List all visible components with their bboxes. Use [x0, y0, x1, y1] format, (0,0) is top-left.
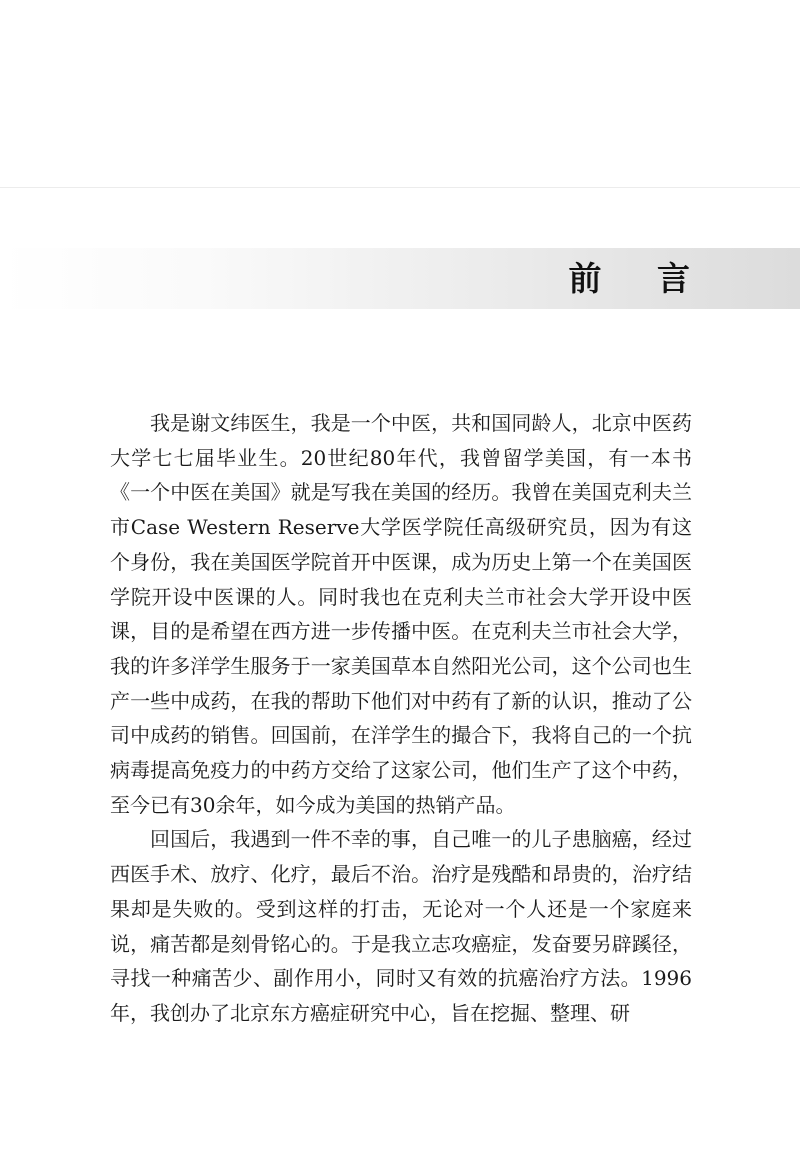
- header-divider: [0, 187, 800, 188]
- paragraph: 回国后，我遇到一件不幸的事，自己唯一的儿子患脑癌，经过西医手术、放疗、化疗，最后不治。治疗是残酷和昂贵的，治疗结果却是失败的。受到这样的打击，无论对一个人还是一个家庭来说，痛苦都是刻骨铭心的。于是我立志攻癌症，发奋要另辟蹊径，寻找一种痛苦少、副作用小，同时又有效的抗癌治疗方法。1996年，我创办了北京东方癌症研究中心，旨在挖掘、整理、研: [110, 827, 692, 1025]
- body-text: [110, 406, 692, 1031]
- paragraph: 我是谢文纬医生，我是一个中医，共和国同龄人，北京中医药大学七七届毕业生。20世纪80年代，我曾留学美国，有一本书《一个中医在美国》就是写我在美国的经历。我曾在美国克利夫兰市Case Western Reserve大学医学院任高级研究员，因为有这个身份，我在美国医学院首开中医课，成为历史上第一个在美国医学院开设中医课的人。同时我也在克利夫兰市社会大学开设中医课，目的是希望在西方进一步传播中医。在克利夫兰市社会大学，我的许多洋学生服务于一家美国草本自然阳光公司，这个公司也生产一些中成药，在我的帮助下他们对中药有了新的认识，推动了公司中成药的销售。回国前，在洋学生的撮合下，我将自己的一个抗病毒提高免疫力的中药方交给了这家公司，他们生产了这个中药，至今已有30余年，如今成为美国的热销产品。: [110, 411, 692, 817]
- page-title: 前 言: [568, 259, 712, 298]
